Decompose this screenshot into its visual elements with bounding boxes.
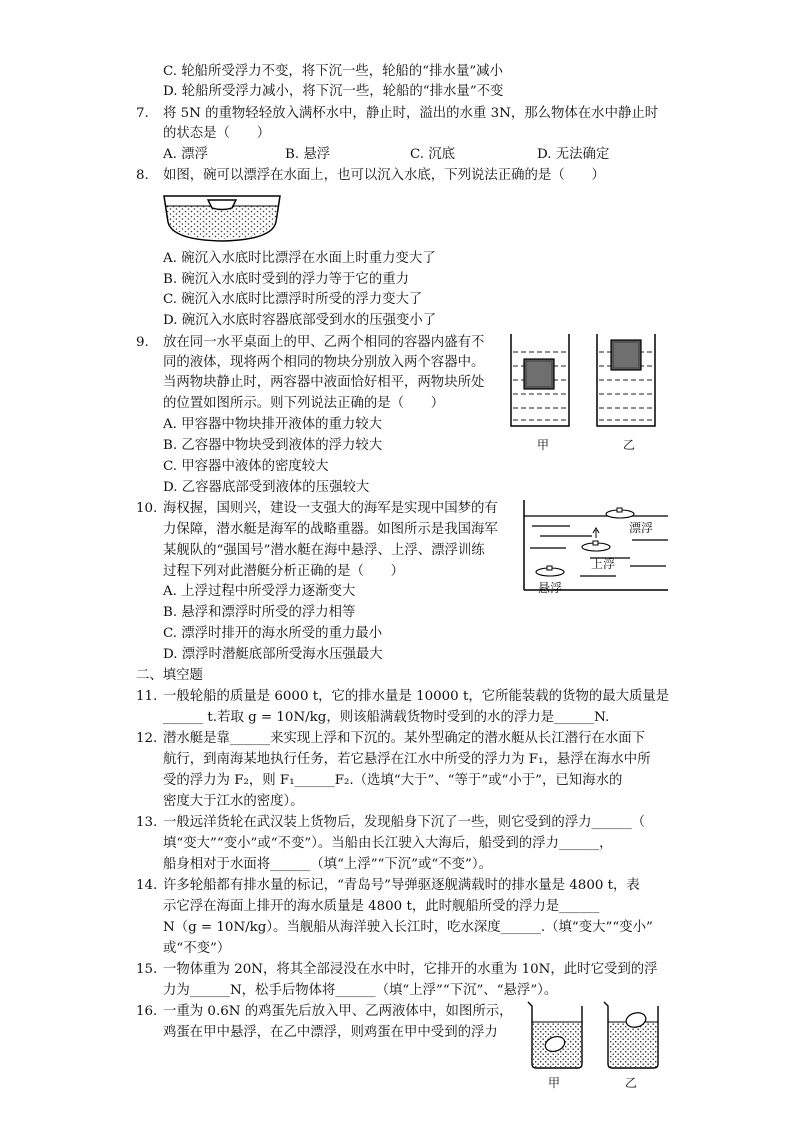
q6-option-d: D. 轮船所受浮力减小，将下沉一些，轮船的“排水量”不变 xyxy=(163,84,504,99)
q12-number: 12. xyxy=(136,731,158,746)
fig9-label-left: 甲 xyxy=(537,438,550,452)
q11-stem-line2: ______ t.若取 g = 10N/kg，则该船满载货物时受到的水的浮力是______N. xyxy=(163,710,610,725)
q8-option-b: B. 碗沉入水底时受到的浮力等于它的重力 xyxy=(163,272,409,287)
q12-stem-line2: 航行，到南海某地执行任务，若它悬浮在江水中所受的浮力为 F₁，悬浮在海水中所 xyxy=(163,752,651,767)
q8-option-d: D. 碗沉入水底时容器底部受到水的压强变小了 xyxy=(163,313,437,328)
q8-number: 8. xyxy=(136,168,149,183)
q7-option-a: A. 漂浮 xyxy=(163,147,208,162)
q11-stem-line1: 一般轮船的质量是 6000 t，它的排水量是 10000 t，它所能装载的货物的最大质量是 xyxy=(163,689,670,704)
q9-option-a: A. 甲容器中物块排开液体的重力较大 xyxy=(163,417,383,432)
fig10-label-float: 漂浮 xyxy=(629,521,654,535)
q9-option-b: B. 乙容器中物块受到液体的浮力较大 xyxy=(163,438,383,453)
fig16-label-left: 甲 xyxy=(548,1076,561,1090)
q10-option-d: D. 漂浮时潜艇底部所受海水压强最大 xyxy=(163,647,383,662)
q9-number: 9. xyxy=(136,335,149,350)
q13-stem-line2: 填“变大”“变小”或“不变”）。当船由长江驶入大海后，船受到的浮力______， xyxy=(163,836,613,851)
q7-stem-line1: 将 5N 的重物轻轻放入满杯水中，静止时，溢出的水重 3N，那么物体在水中静止时 xyxy=(163,106,659,121)
q13-stem-line1: 一般远洋货轮在武汉装上货物后，发现船身下沉了一些，则它受到的浮力______（ xyxy=(163,815,646,830)
q13-number: 13. xyxy=(136,815,158,830)
q11-number: 11. xyxy=(136,689,158,704)
q16-number: 16. xyxy=(136,1004,158,1019)
q10-stem-line4: 过程下列对此潜艇分析正确的是（ ） xyxy=(163,564,405,579)
q7-option-d: D. 无法确定 xyxy=(537,147,610,162)
section-fill-in-title: 二、填空题 xyxy=(136,668,203,683)
fig10-label-rise: 上浮 xyxy=(591,557,616,571)
q16-stem-line2: 鸡蛋在甲中悬浮，在乙中漂浮，则鸡蛋在甲中受到的浮力 xyxy=(163,1025,498,1040)
q9-stem-line3: 当两物块静止时，两容器中液面恰好相平，两物块所处 xyxy=(163,375,485,390)
q9-stem-line2: 同的液体，现将两个相同的物块分别放入两个容器中。 xyxy=(163,355,485,370)
containers-figure xyxy=(505,332,665,432)
q9-option-d: D. 乙容器底部受到液体的压强较大 xyxy=(163,480,370,495)
q10-stem-line3: 某舰队的“强国号”潜水艇在海中悬浮、上浮、漂浮训练 xyxy=(163,543,485,558)
q10-option-a: A. 上浮过程中所受浮力逐渐变大 xyxy=(163,584,356,599)
q15-number: 15. xyxy=(136,962,158,977)
q15-stem-line2: 力为______N，松手后物体将______（填“上浮”“下沉”、“悬浮”）。 xyxy=(163,983,558,998)
q14-number: 14. xyxy=(136,878,158,893)
eggs-figure xyxy=(522,998,668,1070)
q9-stem-line4: 的位置如图所示。则下列说法正确的是（ ） xyxy=(163,396,445,411)
fig9-label-right: 乙 xyxy=(623,438,636,452)
q10-number: 10. xyxy=(136,501,158,516)
q9-option-c: C. 甲容器中液体的密度较大 xyxy=(163,459,329,474)
q12-stem-line4: 密度大于江水的密度）。 xyxy=(163,794,304,809)
q14-stem-line1: 许多轮船都有排水量的标记，“青岛号”导弹驱逐舰满载时的排水量是 4800 t，表 xyxy=(163,878,640,893)
q14-stem-line4: 或“不变”） xyxy=(163,941,231,956)
q8-option-a: A. 碗沉入水底时比漂浮在水面上时重力变大了 xyxy=(163,251,436,266)
bowl-figure xyxy=(160,190,284,244)
q16-stem-line1: 一重为 0.6N 的鸡蛋先后放入甲、乙两液体中，如图所示， xyxy=(163,1004,513,1019)
fig16-label-right: 乙 xyxy=(625,1076,638,1090)
fig10-label-suspend: 悬浮 xyxy=(538,581,563,595)
q7-option-b: B. 悬浮 xyxy=(285,147,331,162)
q7-option-c: C. 沉底 xyxy=(410,147,456,162)
q10-option-b: B. 悬浮和漂浮时所受的浮力相等 xyxy=(163,605,356,620)
q8-stem: 如图，碗可以漂浮在水面上，也可以沉入水底，下列说法正确的是（ ） xyxy=(163,168,605,183)
q14-stem-line3: N（g = 10N/kg）。当舰船从海洋驶入长江时，吃水深度______.（填“变大”“变小” xyxy=(163,920,653,935)
q10-stem-line1: 海权握，国则兴，建设一支强大的海军是实现中国梦的有 xyxy=(163,501,498,516)
q6-option-c: C. 轮船所受浮力不变，将下沉一些，轮船的“排水量”减小 xyxy=(163,64,503,79)
q10-stem-line2: 力保障，潜水艇是海军的战略重器。如图所示是我国海军 xyxy=(163,522,498,537)
q15-stem-line1: 一物体重为 20N，将其全部浸没在水中时，它排开的水重为 10N，此时它受到的浮 xyxy=(163,962,658,977)
q13-stem-line3: 船身相对于水面将______（填“上浮”“下沉”或“不变”）。 xyxy=(163,857,492,872)
q7-number: 7. xyxy=(136,106,149,121)
q8-option-c: C. 碗沉入水底时比漂浮时所受的浮力变大了 xyxy=(163,292,423,307)
q9-stem-line1: 放在同一水平桌面上的甲、乙两个相同的容器内盛有不 xyxy=(163,335,485,350)
q12-stem-line3: 受的浮力为 F₂，则 F₁______F₂.（选填“大于”、“等于”或“小于”，已知海水的 xyxy=(163,773,623,788)
q12-stem-line1: 潜水艇是靠______来实现上浮和下沉的。某外型确定的潜水艇从长江潜行在水面下 xyxy=(163,731,646,746)
q14-stem-line2: 示它浮在海面上排开的海水质量是 4800 t，此时舰船所受的浮力是______ xyxy=(163,899,600,914)
q10-option-c: C. 漂浮时排开的海水所受的重力最小 xyxy=(163,626,383,641)
q7-stem-line2: 的状态是（ ） xyxy=(163,126,271,141)
